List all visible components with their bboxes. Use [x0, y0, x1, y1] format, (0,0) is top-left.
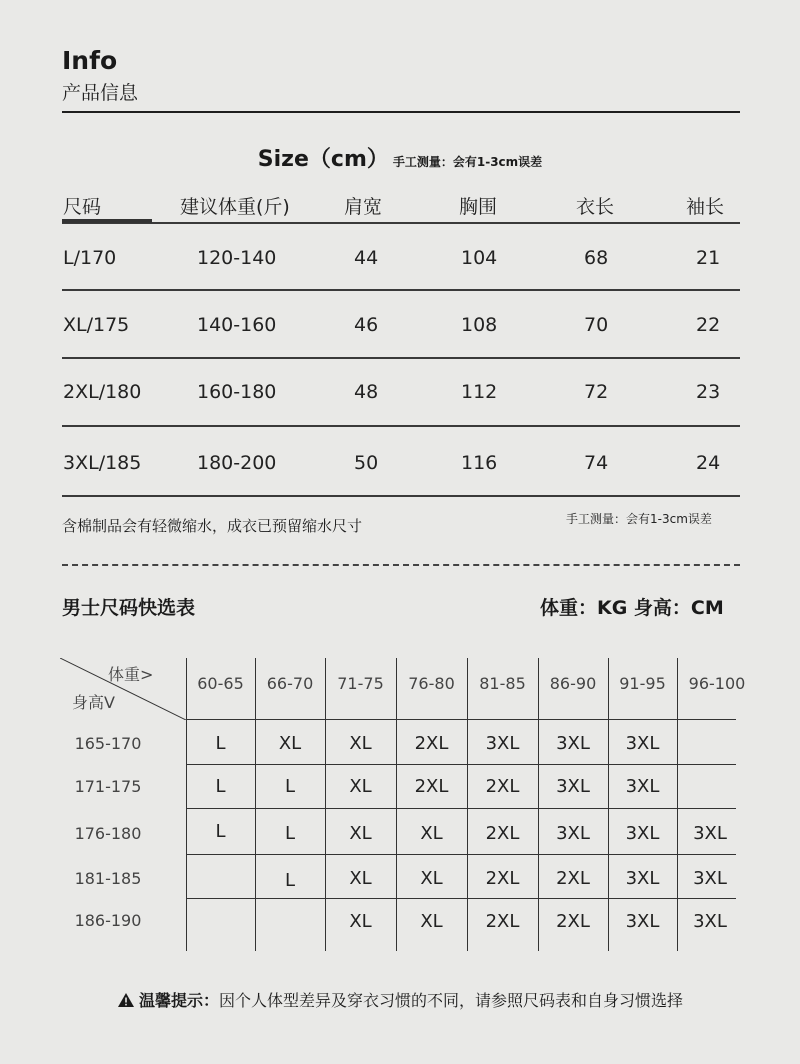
size-cell: XL — [349, 776, 372, 797]
sleeve-cell: 24 — [696, 452, 721, 474]
size-cell: XL — [349, 911, 372, 932]
quick-table-unit: 体重：KG 身高：CM — [540, 597, 724, 619]
grid-hline — [186, 898, 736, 899]
size-cell: L — [284, 776, 296, 797]
grid-vline — [467, 658, 468, 951]
size-cell: 3XL — [693, 911, 727, 932]
warning-icon — [117, 992, 135, 1008]
weight-cell: 160-180 — [197, 381, 277, 403]
size-cell: 3XL — [556, 733, 590, 754]
size-cell: XL/175 — [63, 314, 130, 336]
size-table-header-line — [62, 222, 740, 224]
height-label: 181-185 — [74, 869, 142, 888]
sleeve-cell: 21 — [696, 247, 721, 269]
grid-hline — [186, 719, 736, 720]
row-divider — [62, 425, 740, 427]
size-cell: 2XL — [485, 823, 520, 844]
length-cell: 74 — [584, 452, 609, 474]
chest-cell: 108 — [461, 314, 498, 336]
weight-cell: 120-140 — [197, 247, 277, 269]
grid-vline — [325, 658, 326, 951]
tip-label: 温馨提示： — [138, 991, 219, 1010]
grid-vline — [396, 658, 397, 951]
size-cell: 3XL — [693, 868, 727, 889]
size-cell: 2XL — [485, 868, 520, 889]
weight-header: 60-65 — [197, 674, 244, 693]
col-header-weight: 建议体重(斤) — [180, 196, 290, 218]
size-cell: 2XL — [485, 911, 520, 932]
height-label: 171-175 — [74, 777, 142, 796]
length-cell: 70 — [584, 314, 609, 336]
shrinkage-note: 含棉制品会有轻微缩水，成衣已预留缩水尺寸 — [62, 517, 363, 535]
grid-vline — [608, 658, 609, 951]
sleeve-cell: 23 — [696, 381, 721, 403]
corner-height-label: 身高V — [72, 693, 115, 712]
grid-hline — [186, 808, 736, 809]
col-header-size: 尺码 — [63, 196, 102, 218]
size-cell: 3XL — [625, 776, 660, 797]
size-cell: XL — [349, 823, 372, 844]
size-cell: 3XL — [625, 911, 660, 932]
height-label: 176-180 — [74, 824, 142, 843]
size-cell: 2XL — [556, 868, 590, 889]
size-cell: L — [284, 823, 296, 844]
size-cell: 3XL/185 — [63, 452, 142, 474]
page-title: Info — [62, 46, 118, 75]
size-cell: XL — [278, 733, 302, 754]
grid-vline — [677, 658, 678, 951]
size-cell: XL — [420, 823, 443, 844]
size-cell: XL — [420, 868, 443, 889]
fit-tip — [0, 988, 800, 1011]
weight-header: 86-90 — [549, 674, 597, 693]
chest-cell: 104 — [461, 247, 498, 269]
size-cell: 3XL — [693, 823, 727, 844]
col-header-sleeve: 袖长 — [686, 196, 725, 218]
height-label: 186-190 — [74, 911, 142, 930]
size-cell: XL — [349, 868, 372, 889]
size-cell: XL — [349, 733, 372, 754]
size-cell: 2XL — [414, 733, 449, 754]
weight-header: 96-100 — [688, 674, 746, 693]
grid-vline — [255, 658, 256, 951]
size-cell: 2XL — [485, 776, 520, 797]
size-cell: 3XL — [485, 733, 520, 754]
col-header-length: 衣长 — [576, 196, 615, 218]
col-header-chest: 胸围 — [459, 196, 498, 218]
size-cell: L/170 — [63, 247, 117, 269]
quick-table-title: 男士尺码快选表 — [62, 597, 196, 619]
shoulder-cell: 48 — [354, 381, 379, 403]
weight-header: 71-75 — [337, 674, 384, 693]
shoulder-cell: 50 — [354, 452, 379, 474]
size-cell: 3XL — [625, 868, 660, 889]
row-divider — [62, 357, 740, 359]
size-table-note: 手工测量：会有1-3cm误差 — [392, 155, 543, 169]
sleeve-cell: 22 — [696, 314, 721, 336]
height-label: 165-170 — [74, 734, 142, 753]
size-cell: 2XL — [556, 911, 590, 932]
row-divider — [62, 495, 740, 497]
row-divider — [62, 289, 740, 291]
size-cell: 3XL — [625, 733, 660, 754]
size-cell: L — [215, 821, 226, 842]
weight-cell: 180-200 — [197, 452, 277, 474]
weight-header: 81-85 — [479, 674, 526, 693]
measurement-note: 手工测量：会有1-3cm误差 — [566, 512, 712, 526]
shoulder-cell: 44 — [354, 247, 379, 269]
length-cell: 72 — [584, 381, 609, 403]
grid-vline — [186, 658, 187, 951]
size-cell: 3XL — [556, 776, 590, 797]
size-column-underline — [62, 219, 152, 223]
size-cell: L — [215, 776, 226, 797]
weight-header: 66-70 — [266, 674, 314, 693]
grid-vline — [538, 658, 539, 951]
tip-text: 因个人体型差异及穿衣习惯的不同，请参照尺码表和自身习惯选择 — [219, 991, 684, 1010]
size-cell: 3XL — [625, 823, 660, 844]
size-cell: 2XL — [414, 776, 449, 797]
chest-cell: 112 — [461, 381, 498, 403]
title-divider — [62, 111, 740, 113]
weight-header: 76-80 — [408, 674, 455, 693]
chest-cell: 116 — [461, 452, 498, 474]
weight-header: 91-95 — [619, 674, 666, 693]
grid-hline — [186, 764, 736, 765]
size-table-title: Size（cm） — [257, 147, 389, 172]
size-cell: L — [284, 870, 296, 891]
grid-hline — [186, 854, 736, 855]
section-divider — [62, 564, 740, 566]
length-cell: 68 — [584, 247, 609, 269]
weight-cell: 140-160 — [197, 314, 277, 336]
size-cell: XL — [420, 911, 443, 932]
size-table-heading — [0, 142, 800, 173]
corner-weight-label: 体重> — [108, 665, 154, 684]
col-header-shoulder: 肩宽 — [344, 196, 383, 218]
shoulder-cell: 46 — [354, 314, 379, 336]
size-cell: 2XL/180 — [63, 381, 142, 403]
page-subtitle: 产品信息 — [62, 82, 139, 104]
size-cell: L — [215, 733, 226, 754]
size-cell: 3XL — [556, 823, 590, 844]
